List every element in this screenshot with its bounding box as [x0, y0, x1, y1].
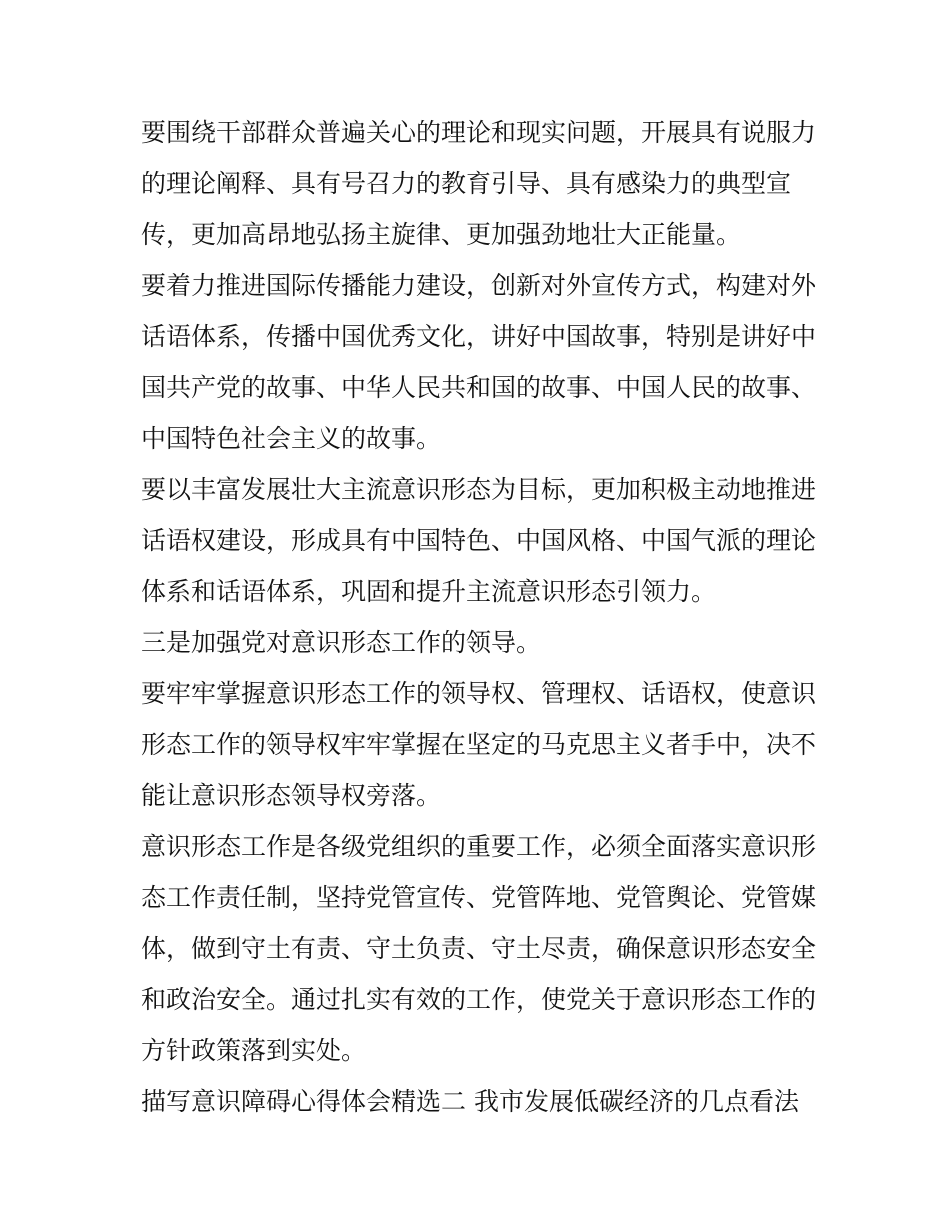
- text-line: 体系和话语体系，巩固和提升主流意识形态引领力。: [141, 577, 717, 606]
- text-line: 国共产党的故事、中华人民共和国的故事、中国人民的故事、: [141, 373, 817, 402]
- text-line: 要牢牢掌握意识形态工作的领导权、管理权、话语权，使意识: [141, 679, 817, 708]
- text-line: 意识形态工作是各级党组织的重要工作，必须全面落实意识形: [141, 832, 817, 861]
- text-line: 要以丰富发展壮大主流意识形态为目标，更加积极主动地推进: [141, 475, 817, 504]
- text-line: 能让意识形态领导权旁落。: [141, 781, 442, 810]
- text-line: 方针政策落到实处。: [141, 1036, 367, 1065]
- document-title-line: 描写意识障碍心得体会精选二 我市发展低碳经济的几点看法: [141, 1087, 799, 1116]
- text-line: 中国特色社会主义的故事。: [141, 424, 442, 453]
- text-line: 和政治安全。通过扎实有效的工作，使党关于意识形态工作的: [141, 985, 817, 1014]
- text-line: 要围绕干部群众普遍关心的理论和现实问题，开展具有说服力: [141, 118, 817, 147]
- text-line: 形态工作的领导权牢牢掌握在坚定的马克思主义者手中，决不: [141, 730, 817, 759]
- text-line: 话语体系，传播中国优秀文化，讲好中国故事，特别是讲好中: [141, 322, 817, 351]
- document-body: [141, 107, 821, 1127]
- section-heading: 三是加强党对意识形态工作的领导。: [141, 628, 542, 657]
- text-line: 要着力推进国际传播能力建设，创新对外宣传方式，构建对外: [141, 271, 817, 300]
- text-line: 话语权建设，形成具有中国特色、中国风格、中国气派的理论: [141, 526, 817, 555]
- text-line: 传，更加高昂地弘扬主旋律、更加强劲地壮大正能量。: [141, 220, 742, 249]
- text-line: 态工作责任制，坚持党管宣传、党管阵地、党管舆论、党管媒: [141, 883, 817, 912]
- text-line: 的理论阐释、具有号召力的教育引导、具有感染力的典型宣: [141, 169, 792, 198]
- text-line: 体，做到守土有责、守土负责、守土尽责，确保意识形态安全: [141, 934, 817, 963]
